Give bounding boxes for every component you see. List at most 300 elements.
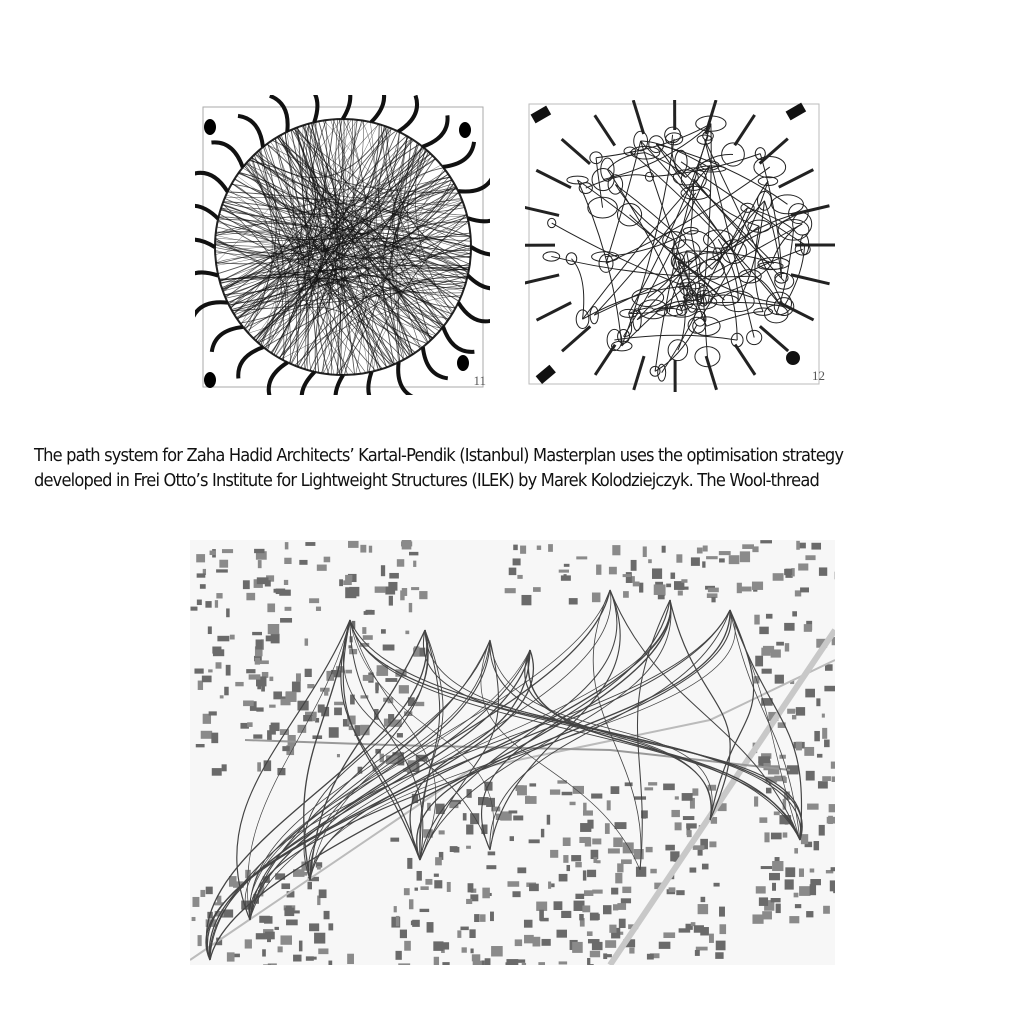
building <box>769 873 780 880</box>
building <box>787 709 795 714</box>
building <box>603 905 612 914</box>
building <box>226 608 230 617</box>
thread <box>578 180 622 346</box>
building <box>799 886 810 896</box>
building <box>404 941 411 951</box>
building <box>669 887 676 892</box>
building <box>286 920 298 926</box>
thread-loop <box>772 195 804 214</box>
building <box>794 848 798 853</box>
building <box>258 560 262 568</box>
building <box>611 888 618 895</box>
thread-bundle <box>595 115 615 145</box>
building <box>822 776 831 781</box>
building <box>257 577 269 584</box>
building <box>505 588 516 593</box>
thread-loop <box>566 253 577 265</box>
building <box>227 952 235 961</box>
building <box>434 874 439 877</box>
building <box>716 941 726 951</box>
thread-bundle <box>423 347 448 378</box>
building <box>252 632 262 635</box>
building <box>605 823 610 834</box>
building <box>345 670 352 674</box>
building <box>363 635 373 640</box>
building <box>611 786 620 794</box>
caption-line: The path system for Zaha Hadid Architects’ Kartal-Pendik (Istanbul) Masterplan uses the optimisation strategy <box>34 446 844 466</box>
thread-bundle <box>595 345 615 375</box>
building <box>420 909 430 912</box>
building <box>411 587 419 590</box>
building <box>317 866 321 870</box>
building <box>702 561 705 567</box>
building <box>643 546 647 557</box>
building <box>708 588 719 593</box>
building <box>755 656 763 667</box>
building <box>243 700 254 706</box>
building <box>309 598 319 603</box>
building <box>347 954 354 964</box>
building <box>650 869 656 874</box>
building <box>415 702 424 706</box>
building <box>623 591 629 598</box>
building <box>202 676 212 683</box>
building <box>819 825 825 836</box>
building <box>318 704 325 712</box>
building <box>417 871 422 881</box>
building <box>702 864 709 870</box>
thread-bundle <box>423 115 448 146</box>
building <box>254 549 264 553</box>
building <box>806 771 815 781</box>
building <box>698 849 703 855</box>
building <box>318 948 328 954</box>
thread-bundle <box>525 206 559 215</box>
thread-bundle <box>270 96 288 132</box>
building <box>540 918 549 922</box>
building <box>282 746 289 751</box>
building <box>573 786 584 794</box>
building <box>762 911 772 919</box>
building <box>285 607 292 611</box>
building <box>833 885 835 893</box>
building <box>509 810 518 813</box>
building <box>570 802 576 805</box>
building <box>434 880 442 888</box>
building <box>524 935 534 943</box>
building <box>399 685 409 693</box>
building <box>563 837 571 845</box>
building <box>583 803 586 811</box>
building <box>513 545 518 551</box>
building <box>201 731 212 739</box>
building <box>831 867 835 871</box>
building <box>363 675 373 681</box>
building <box>343 580 352 585</box>
building <box>754 615 759 625</box>
caption-line: developed in Frei Otto’s Institute for Lightweight Structures (ILEK) by Marek Kolodziejczyk. The Wool-thread <box>34 471 819 491</box>
masterplan-path-map <box>190 540 835 965</box>
building <box>801 834 808 844</box>
building <box>708 785 716 791</box>
wool-thread-model-figure-11 <box>195 95 490 395</box>
thread-bundle <box>195 272 218 284</box>
building <box>381 565 385 576</box>
building <box>538 962 545 965</box>
building <box>774 811 780 815</box>
wool-thread-drawing <box>195 95 490 395</box>
building <box>439 830 445 834</box>
thread-bundle <box>760 326 788 351</box>
building <box>810 884 816 895</box>
building <box>571 855 581 861</box>
building <box>274 589 277 593</box>
building <box>832 776 835 782</box>
building <box>811 543 821 550</box>
building <box>515 939 522 946</box>
building <box>579 837 590 843</box>
building <box>756 886 766 893</box>
thread <box>607 170 681 311</box>
building <box>482 888 489 899</box>
building <box>783 832 788 837</box>
building <box>305 638 308 645</box>
thread-bundle <box>471 247 490 255</box>
building <box>427 922 434 932</box>
building <box>572 942 583 953</box>
building <box>383 645 395 651</box>
building <box>517 575 522 579</box>
building <box>647 954 654 960</box>
building <box>529 839 540 843</box>
building <box>701 897 706 902</box>
building <box>659 942 671 949</box>
thread-loop <box>747 330 762 344</box>
building <box>280 935 292 944</box>
building <box>486 865 496 869</box>
building <box>314 933 325 944</box>
building <box>706 556 718 559</box>
building <box>306 956 314 960</box>
building <box>741 587 751 592</box>
building <box>550 850 558 858</box>
building <box>752 582 763 590</box>
building <box>190 607 197 611</box>
building <box>575 894 584 899</box>
building <box>587 870 596 877</box>
building <box>694 925 704 932</box>
thread-bundle <box>398 362 416 395</box>
building <box>317 565 327 571</box>
building <box>621 859 632 864</box>
building <box>625 782 633 786</box>
building <box>556 930 566 938</box>
thread-bundle <box>791 206 830 215</box>
path-line <box>343 620 420 860</box>
building <box>307 882 311 889</box>
building <box>548 882 551 889</box>
building <box>582 905 590 912</box>
building <box>366 610 375 615</box>
building <box>412 920 420 927</box>
building <box>197 600 202 605</box>
building <box>592 838 601 844</box>
building <box>554 901 563 910</box>
building <box>542 939 551 946</box>
building <box>211 733 218 743</box>
building <box>636 867 646 877</box>
building <box>583 810 593 815</box>
building <box>675 796 679 799</box>
building <box>766 788 771 794</box>
building <box>609 567 617 575</box>
building <box>608 848 620 853</box>
building <box>663 932 675 938</box>
building <box>687 830 692 837</box>
building <box>208 669 212 672</box>
building <box>785 643 789 651</box>
thread-bundle <box>211 142 242 167</box>
building <box>212 647 221 654</box>
building <box>299 560 307 565</box>
building <box>433 941 443 951</box>
building <box>709 841 716 847</box>
building <box>345 575 352 581</box>
building <box>714 883 720 887</box>
thread-bundle <box>458 303 490 322</box>
thread-bundle <box>398 95 417 131</box>
thread-bundle <box>735 345 755 375</box>
building <box>395 951 401 960</box>
thread-bundle <box>305 95 317 122</box>
building <box>285 692 296 702</box>
building <box>692 788 698 795</box>
building <box>219 560 228 568</box>
building <box>703 546 708 552</box>
building <box>626 572 632 583</box>
building <box>559 961 567 964</box>
building <box>400 930 407 939</box>
building <box>547 815 550 825</box>
building <box>472 954 480 961</box>
building <box>485 958 491 965</box>
anchor-block <box>786 103 807 121</box>
building <box>766 614 773 619</box>
building <box>200 890 205 897</box>
building <box>257 762 261 771</box>
building <box>529 884 539 891</box>
building <box>583 870 586 880</box>
building <box>405 631 409 635</box>
building <box>262 949 266 956</box>
building <box>192 897 199 907</box>
building <box>612 545 620 555</box>
building <box>795 904 801 908</box>
building <box>776 904 781 913</box>
building <box>209 711 217 715</box>
building <box>622 887 631 893</box>
caption <box>34 444 936 494</box>
building <box>375 586 386 592</box>
building <box>785 879 794 889</box>
building <box>533 587 541 592</box>
building <box>774 776 785 782</box>
building <box>394 906 397 912</box>
building <box>758 756 770 763</box>
building <box>490 912 494 921</box>
building <box>772 861 783 871</box>
building <box>507 881 519 887</box>
building <box>646 847 653 852</box>
building <box>230 635 235 640</box>
anchor-blob <box>786 351 800 365</box>
anchor-block <box>536 365 556 384</box>
building <box>305 542 315 546</box>
building <box>592 890 602 894</box>
building <box>541 829 544 838</box>
thread-bundle <box>212 327 243 352</box>
building <box>216 593 222 598</box>
building <box>796 541 800 550</box>
building <box>666 584 671 588</box>
building <box>480 914 486 922</box>
building <box>576 556 587 559</box>
building <box>648 559 652 563</box>
building <box>609 925 616 933</box>
building <box>268 624 279 634</box>
building <box>681 579 687 583</box>
building <box>671 810 679 817</box>
building <box>818 781 828 788</box>
thread-bundle <box>525 275 559 284</box>
figure-number: 12 <box>812 368 825 383</box>
building <box>434 957 439 965</box>
building <box>819 567 827 575</box>
building <box>737 583 742 593</box>
building <box>208 626 212 634</box>
thread-bundle <box>368 372 380 395</box>
building <box>559 874 568 882</box>
building <box>256 707 263 711</box>
thread-bundle <box>706 356 716 390</box>
building <box>529 783 536 786</box>
building <box>281 883 290 889</box>
building <box>246 593 255 600</box>
building <box>396 916 399 926</box>
building <box>348 541 359 548</box>
building <box>816 698 820 706</box>
building <box>759 897 768 906</box>
building <box>205 601 211 608</box>
path-line <box>730 610 802 840</box>
anchor-block <box>531 106 552 124</box>
building <box>676 890 684 895</box>
thread-bundle <box>537 303 572 321</box>
building <box>784 623 794 631</box>
building <box>621 898 631 903</box>
building <box>469 929 475 938</box>
wool-thread-network-drawing <box>525 100 835 392</box>
building <box>776 642 784 646</box>
building <box>810 869 815 873</box>
building <box>215 600 218 608</box>
building <box>200 584 206 589</box>
building <box>525 796 537 804</box>
building <box>679 928 691 932</box>
building <box>259 660 268 664</box>
building <box>579 914 584 920</box>
path-line <box>210 600 671 960</box>
building <box>567 865 571 871</box>
thread-bundle <box>195 173 228 192</box>
building <box>243 580 250 589</box>
building <box>303 715 312 721</box>
building <box>481 960 484 965</box>
building <box>824 686 835 692</box>
building <box>591 794 602 799</box>
building <box>698 904 708 914</box>
building <box>266 636 277 642</box>
building <box>376 672 384 676</box>
building <box>760 540 772 543</box>
building <box>463 813 467 820</box>
building <box>256 933 266 939</box>
building <box>278 946 283 952</box>
building <box>334 708 342 716</box>
building <box>259 916 270 923</box>
building <box>605 940 616 948</box>
building <box>524 920 533 928</box>
building <box>740 551 750 562</box>
building <box>631 560 637 571</box>
building <box>389 596 393 606</box>
building <box>561 575 571 580</box>
building <box>334 702 343 705</box>
building <box>284 558 291 564</box>
building <box>814 731 820 741</box>
building <box>771 833 782 840</box>
thread-bundle <box>468 209 490 221</box>
building <box>269 677 273 681</box>
building <box>719 907 725 917</box>
building <box>603 953 607 959</box>
building <box>413 561 416 567</box>
building <box>522 963 526 965</box>
building <box>654 584 666 595</box>
building <box>328 923 333 930</box>
path-line <box>490 610 730 850</box>
thread-bundle <box>562 326 590 351</box>
building <box>805 555 815 560</box>
building <box>634 849 644 859</box>
building <box>517 867 526 873</box>
building <box>222 764 227 771</box>
building <box>792 715 796 719</box>
building <box>709 934 714 943</box>
building <box>569 598 578 604</box>
building <box>648 782 657 785</box>
building <box>324 911 330 919</box>
building <box>613 904 618 910</box>
building <box>285 542 289 549</box>
building <box>305 669 312 677</box>
building <box>629 948 634 954</box>
building <box>279 590 291 596</box>
building <box>510 836 514 841</box>
building <box>196 554 205 562</box>
building <box>329 727 339 738</box>
building <box>381 629 386 633</box>
